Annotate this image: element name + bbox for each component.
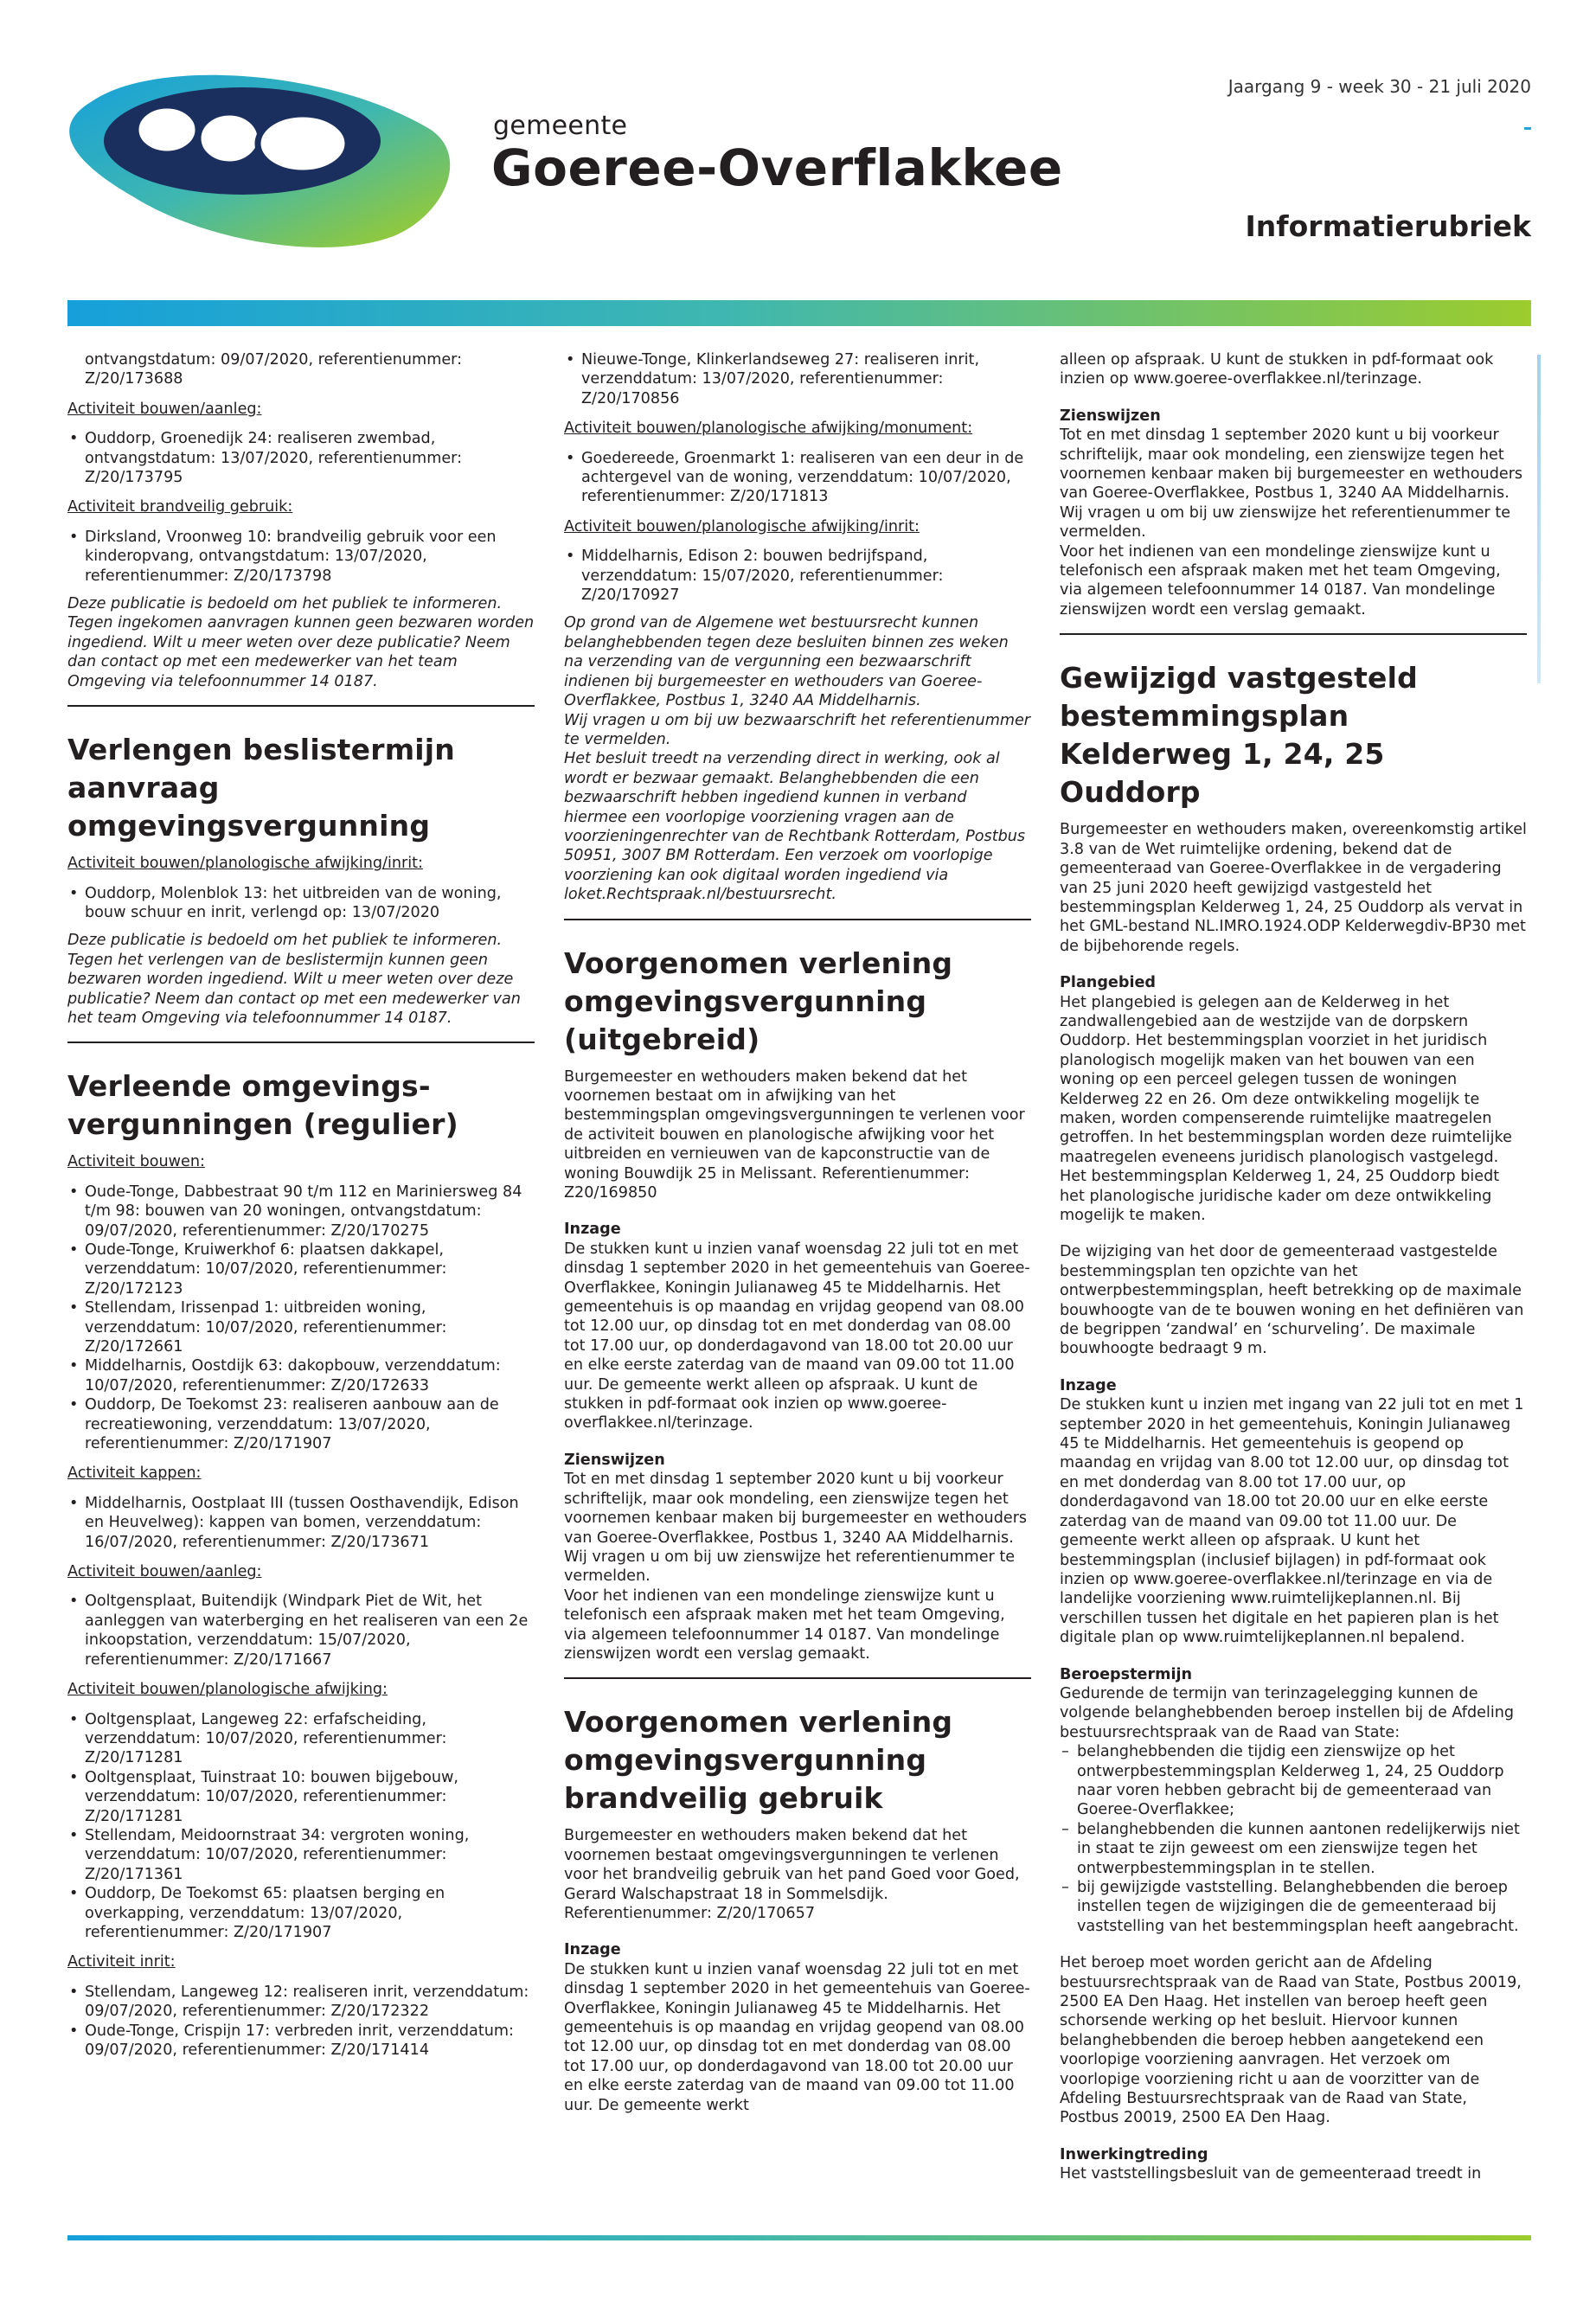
article-body: De wijziging van het door de gemeenteraad vastgestelde bestemmingsplan ten opzichte van het ontwerpbestemmingsplan, heeft betrekking op de maximale bouwhoogte van de te bouwen woning en het definiëren van de begrippen ‘zandwal’ en ‘schurveling’. De maximale bouwhoogte bedraagt 9 m. [1060, 1243, 1524, 1358]
issue-info: Jaargang 9 - week 30 - 21 juli 2020 [1227, 76, 1531, 97]
list-item: • Ouddorp, Groenedijk 24: realiseren zwembad, ontvangstdatum: 13/07/2020, referentienummer: Z/20/173795 [67, 429, 535, 487]
permit-list [67, 1494, 535, 1552]
municipality-name: Goeree-Overflakkee [491, 138, 1063, 197]
list-item: • Ouddorp, De Toekomst 65: plaatsen berging en overkapping, verzenddatum: 13/07/2020, referentienummer: Z/20/171907 [67, 1884, 535, 1942]
article-body: De stukken kunt u inzien vanaf woensdag 22 juli tot en met dinsdag 1 september 2020 in het gemeentehuis van Goeree-Overflakkee, Koningin Julianaweg 45 te Middelharnis. Het gemeentehuis is op maandag en vrijdag geopend van 08.00 tot 12.00 uur, op dinsdag tot en met donderdag van 08.00 tot 17.00 uur, op donderdagavond van 18.00 tot 20.00 uur en elke eerste zaterdag van de maand van 09.00 tot 11.00 uur. De gemeente werkt [564, 1960, 1030, 2114]
article-body: De stukken kunt u inzien met ingang van 22 juli tot en met 1 september 2020 in het gemeentehuis, Koningin Julianaweg 45 te Middelharnis. Het gemeentehuis is geopend op maandag en vrijdag van 8.00 tot 12.00 uur, op dinsdag tot en met donderdag van 8.00 tot 17.00 uur, op donderdagavond van 18.00 tot 20.00 uur en elke eerste zaterdag van de maand van 09.00 tot 11.00 uur. De gemeente werkt alleen op afspraak. U kunt het bestemmingsplan (inclusief bijlagen) in pdf-formaat ook inzien op www.goeree-overflakkee.nl/terinzage en via de landelijke voorziening www.ruimtelijkeplannen.nl. Bij verschillen tussen het digitale en het papieren plan is het digitale plan op www.ruimtelijkeplannen.nl bepalend. [1060, 1396, 1524, 1647]
notice-text: Het besluit treedt na verzending direct in werking, ook al wordt er bezwaar gemaakt. Belanghebbenden die een bezwaarschrift hebben ingediend kunnen in verband hiermee een voorlopige voorziening vragen aan de voorzieningenrechter van de Rechtbank Rotterdam, Postbus 50951, 3007 BM Rotterdam. Een verzoek om voorlopige voorziening kan ook digitaal worden ingediend via loket.Rechtspraak.nl/bestuursrecht. [564, 750, 1026, 904]
list-item: • Nieuwe-Tonge, Klinkerlandseweg 27: realiseren inrit, verzenddatum: 13/07/2020, referentienummer: Z/20/170856 [564, 350, 1031, 408]
list-item: • Oude-Tonge, Dabbestraat 90 t/m 112 en Mariniersweg 84 t/m 98: bouwen van 20 woningen, ontvangstdatum: 09/07/2020, referentienummer: Z/20/170275 [67, 1183, 535, 1240]
article-body: Burgemeester en wethouders maken bekend dat het voornemen bestaat om in afwijking van het bestemmingsplan omgevingsvergunningen te verlenen voor de activiteit bouwen en planologische afwijking voor het uitbreiden en vernieuwen van de kapconstructie van de woning Bouwdijk 25 in Melissant. Referentienummer: Z20/169850 [564, 1067, 1025, 1202]
list-item: • Ooltgensplaat, Tuinstraat 10: bouwen bijgebouw, verzenddatum: 10/07/2020, referentienummer: Z/20/171281 [67, 1768, 535, 1826]
article-body: Het beroep moet worden gericht aan de Afdeling bestuursrechtspraak van de Raad van State, Postbus 20019, 2500 EA Den Haag. Het instellen van beroep heeft geen schorsende werking op het besluit. Hiervoor kunnen belanghebbenden die beroep hebben aangetekend een voorlopige voorziening aanvragen. Het verzoek om voorlopige voorziening richt u aan de voorzitter van de Afdeling Bestuursrechtspraak van de Raad van State, Postbus 20019, 2500 EA Den Haag. [1060, 1954, 1522, 2127]
list-item: • Middelharnis, Oostplaat III (tussen Oosthavendijk, Edison en Heuvelweg): kappen van bomen, verzenddatum: 16/07/2020, referentienummer: Z/20/173671 [67, 1494, 535, 1552]
column-2 [564, 350, 1031, 2115]
divider [1060, 633, 1527, 635]
list-item: • Dirksland, Vroonweg 10: brandveilig gebruik voor een kinderopvang, ontvangstdatum: 13/07/2020, referentienummer: Z/20/173798 [67, 528, 535, 586]
activity-heading: Activiteit brandveilig gebruik: [67, 498, 293, 516]
article-body: Tot en met dinsdag 1 september 2020 kunt u bij voorkeur schriftelijk, maar ook mondeling, een zienswijze tegen het voornemen kenbaar maken bij burgemeester en wethouders van Goeree-Overflakkee, Postbus 1, 3240 AA Middelharnis. Wij vragen u om bij uw zienswijze het referentienummer te vermelden. [564, 1471, 1028, 1586]
activity-heading: Activiteit kappen: [67, 1465, 202, 1483]
permit-list [67, 429, 535, 487]
article-body: Burgemeester en wethouders maken bekend dat het voornemen bestaat omgevingsvergunningen te verlenen voor het brandveilig gebruik van het pand Goed voor Goed, Gerard Walschapstraat 18 in Sommelsdijk. Referentienummer: Z/20/170657 [564, 1827, 1020, 1922]
list-item: – belanghebbenden die tijdig een zienswijze op het ontwerpbestemmingsplan Kelderweg 1, 24, 25 Ouddorp naar voren hebben gebracht bij de gemeenteraad van Goeree-Overflakkee; [1060, 1742, 1527, 1820]
subheading: Zienswijzen [1060, 407, 1161, 425]
article-body: Burgemeester en wethouders maken, overeenkomstig artikel 3.8 van de Wet ruimtelijke ordening, bekend dat de gemeenteraad van Goeree-Overflakkee in de vergadering van 25 juni 2020 heeft gewijzigd vastgesteld het bestemmingsplan Kelderweg 1, 24, 25 Ouddorp als vervat in het GML-bestand NL.IMRO.1924.ODP Kelderwegdiv-BP30 met de bijbehorende regels. [1060, 821, 1527, 955]
subheading: Plangebied [1060, 974, 1157, 992]
article-body: Tot en met dinsdag 1 september 2020 kunt u bij voorkeur schriftelijk, maar ook mondeling, een zienswijze tegen het voornemen kenbaar maken bij burgemeester en wethouders van Goeree-Overflakkee, Postbus 1, 3240 AA Middelharnis. Wij vragen u om bij uw zienswijze het referentienummer te vermelden. [1060, 426, 1523, 542]
column-1 [67, 350, 535, 2060]
permit-list [67, 1183, 535, 1454]
list-item: – belanghebbenden die kunnen aantonen redelijkerwijs niet in staat te zijn geweest om een zienswijze tegen het ontwerpbestemmingsplan in te stellen. [1060, 1820, 1527, 1878]
list-item: • Ouddorp, Molenblok 13: het uitbreiden van de woning, bouw schuur en inrit, verlengd op: 13/07/2020 [67, 884, 535, 923]
page-header [0, 0, 1596, 320]
permit-list [564, 350, 1031, 408]
activity-heading: Activiteit bouwen/planologische afwijking: [67, 1681, 388, 1699]
list-item: • Oude-Tonge, Crispijn 17: verbreden inrit, verzenddatum: 09/07/2020, referentienummer: Z/20/171414 [67, 2022, 535, 2061]
permit-list [67, 884, 535, 923]
article-heading: Verleende omgevings- vergunningen (regulier) [67, 1069, 458, 1142]
article-body: De stukken kunt u inzien vanaf woensdag 22 juli tot en met dinsdag 1 september 2020 in het gemeentehuis van Goeree-Overflakkee, Koningin Julianaweg 45 te Middelharnis. Het gemeentehuis is op maandag en vrijdag geopend van 08.00 tot 12.00 uur, op dinsdag tot en met donderdag van 08.00 tot 17.00 uur, op donderdagavond van 18.00 tot 20.00 uur en elke eerste zaterdag van de maand van 09.00 tot 11.00 uur. De gemeente werkt alleen op afspraak. U kunt de stukken in pdf-formaat ook inzien op www.goeree-overflakkee.nl/terinzage. [564, 1240, 1030, 1433]
permit-list [67, 1983, 535, 2061]
divider [67, 705, 535, 707]
section-title: Informatierubriek [1245, 209, 1531, 243]
activity-heading: Activiteit bouwen/aanleg: [67, 400, 262, 418]
list-item: • Oude-Tonge, Kruiwerkhof 6: plaatsen dakkapel, verzenddatum: 10/07/2020, referentienummer: Z/20/172123 [67, 1240, 535, 1298]
municipality-prefix: gemeente [493, 111, 628, 141]
list-item: – bij gewijzigde vaststelling. Belanghebbenden die beroep instellen tegen de wijzigingen die de gemeenteraad bij vaststelling van het bestemmingsplan heeft aangebracht. [1060, 1878, 1527, 1936]
activity-heading: Activiteit bouwen: [67, 1153, 205, 1171]
activity-heading: Activiteit bouwen/aanleg: [67, 1563, 262, 1581]
activity-heading: Activiteit bouwen/planologische afwijking/inrit: [564, 517, 920, 535]
notice-text: Wij vragen u om bij uw bezwaarschrift het referentienummer te vermelden. [564, 711, 1031, 748]
article-body: Het vaststellingsbesluit van de gemeenteraad treedt in [1060, 2165, 1482, 2183]
notice-text: Op grond van de Algemene wet bestuursrecht kunnen belanghebbenden tegen deze besluiten binnen zes weken na verzending van de vergunning een bezwaarschrift indienen bij burgemeester en wethouders van Goeree-Overflakkee, Postbus 1, 3240 AA Middelharnis. [564, 614, 1009, 710]
article-heading: Voorgenomen verlening omgevingsvergunning brandveilig gebruik [564, 1705, 953, 1816]
header-color-band [67, 300, 1531, 326]
list-item: • Middelharnis, Oostdijk 63: dakopbouw, verzenddatum: 10/07/2020, referentienummer: Z/20/172633 [67, 1356, 535, 1395]
subheading: Inzage [564, 1941, 621, 1959]
activity-heading: Activiteit bouwen/planologische afwijking/monument: [564, 420, 973, 438]
subheading: Beroepstermijn [1060, 1665, 1193, 1683]
municipality-logo [65, 67, 454, 249]
subheading: Zienswijzen [564, 1451, 665, 1469]
article-heading: Gewijzigd vastgesteld bestemmingsplan Kelderweg 1, 24, 25 Ouddorp [1060, 661, 1418, 810]
activity-heading: Activiteit bouwen/planologische afwijking/inrit: [67, 855, 423, 873]
decorative-tick [1524, 127, 1531, 130]
continued-text: alleen op afspraak. U kunt de stukken in pdf-formaat ook inzien op www.goeree-overflakkee.nl/terinzage. [1060, 351, 1494, 388]
permit-list [564, 449, 1031, 507]
article-heading: Voorgenomen verlening omgevingsvergunning (uitgebreid) [564, 945, 953, 1056]
list-item: • Ooltgensplaat, Langeweg 22: erfafscheiding, verzenddatum: 10/07/2020, referentienummer: Z/20/171281 [67, 1710, 535, 1768]
article-body: Voor het indienen van een mondelinge zienswijze kunt u telefonisch een afspraak maken met het team Omgeving, via algemeen telefoonnummer 14 0187. Van mondelinge zienswijzen wordt een verslag gemaakt. [564, 1586, 1005, 1663]
divider [67, 1042, 535, 1043]
article-heading: Verlengen beslistermijn aanvraag omgevingsvergunning [67, 733, 456, 843]
subheading: Inzage [1060, 1376, 1117, 1394]
subheading: Inwerkingtreding [1060, 2145, 1208, 2163]
permit-list [67, 528, 535, 586]
article-body: Voor het indienen van een mondelinge zienswijze kunt u telefonisch een afspraak maken met het team Omgeving, via algemeen telefoonnummer 14 0187. Van mondelinge zienswijzen wordt een verslag gemaakt. [1060, 542, 1501, 619]
list-item: • Stellendam, Langeweg 12: realiseren inrit, verzenddatum: 09/07/2020, referentienummer: Z/20/172322 [67, 1983, 535, 2022]
list-item: • Middelharnis, Edison 2: bouwen bedrijfspand, verzenddatum: 15/07/2020, referentienummer: Z/20/170927 [564, 547, 1031, 605]
page-edge-strip [1537, 355, 1541, 683]
column-3 [1060, 350, 1527, 2184]
list-item: • Goedereede, Groenmarkt 1: realiseren van een deur in de achtergevel van de woning, verzenddatum: 10/07/2020, referentienummer: Z/20/171813 [564, 449, 1031, 507]
footer-color-band [67, 2235, 1531, 2240]
beroep-list [1060, 1742, 1527, 1936]
notice-text: Deze publicatie is bedoeld om het publiek te informeren. Tegen ingekomen aanvragen kunnen geen bezwaren worden ingediend. Wilt u meer weten over deze publicatie? Neem dan contact op met een medewerker van het team Omgeving via telefoonnummer 14 0187. [67, 595, 535, 690]
divider [564, 919, 1031, 920]
activity-heading: Activiteit inrit: [67, 1953, 176, 1971]
list-item: • Stellendam, Meidoornstraat 34: vergroten woning, verzenddatum: 10/07/2020, referentienummer: Z/20/171361 [67, 1826, 535, 1884]
continued-text: ontvangstdatum: 09/07/2020, referentienummer: Z/20/173688 [85, 351, 463, 388]
list-item: • Ooltgensplaat, Buitendijk (Windpark Piet de Wit, het aanleggen van waterberging en het realiseren van een 2e inkoopstation, verzenddatum: 15/07/2020, referentienummer: Z/20/171667 [67, 1592, 535, 1670]
subheading: Inzage [564, 1221, 621, 1239]
article-body: Gedurende de termijn van terinzagelegging kunnen de volgende belanghebbenden beroep instellen bij de Afdeling bestuursrechtspraak van de Raad van State: [1060, 1684, 1515, 1741]
permit-list [67, 1710, 535, 1943]
article-body: Het plangebied is gelegen aan de Kelderweg in het zandwallengebied aan de westzijde van de dorpskern Ouddorp. Het bestemmingsplan voorziet in het juridisch planologisch mogelijk maken van het bouwen van een woning op een perceel gelegen tussen de woningen Kelderweg 22 en 26. Om deze ontwikkeling mogelijk te maken, worden compenserende ruimtelijke maatregelen getroffen. In het bestemmingsplan worden deze ruimtelijke maatregelen eveneens juridisch planologisch vastgelegd. Het bestemmingsplan Kelderweg 1, 24, 25 Ouddorp biedt het planologische juridische kader om deze ontwikkeling mogelijk te maken. [1060, 993, 1512, 1224]
permit-list [67, 1592, 535, 1670]
permit-list [564, 547, 1031, 605]
list-item: • Ouddorp, De Toekomst 23: realiseren aanbouw aan de recreatiewoning, verzenddatum: 13/07/2020, referentienummer: Z/20/171907 [67, 1395, 535, 1453]
notice-text: Deze publicatie is bedoeld om het publiek te informeren. Tegen het verlengen van de beslistermijn kunnen geen bezwaren worden ingediend. Wilt u meer weten over deze publicatie? Neem dan contact op met een medewerker van het team Omgeving via telefoonnummer 14 0187. [67, 932, 521, 1027]
list-item: • Stellendam, Irissenpad 1: uitbreiden woning, verzenddatum: 10/07/2020, referentienummer: Z/20/172661 [67, 1298, 535, 1356]
divider [564, 1677, 1031, 1679]
